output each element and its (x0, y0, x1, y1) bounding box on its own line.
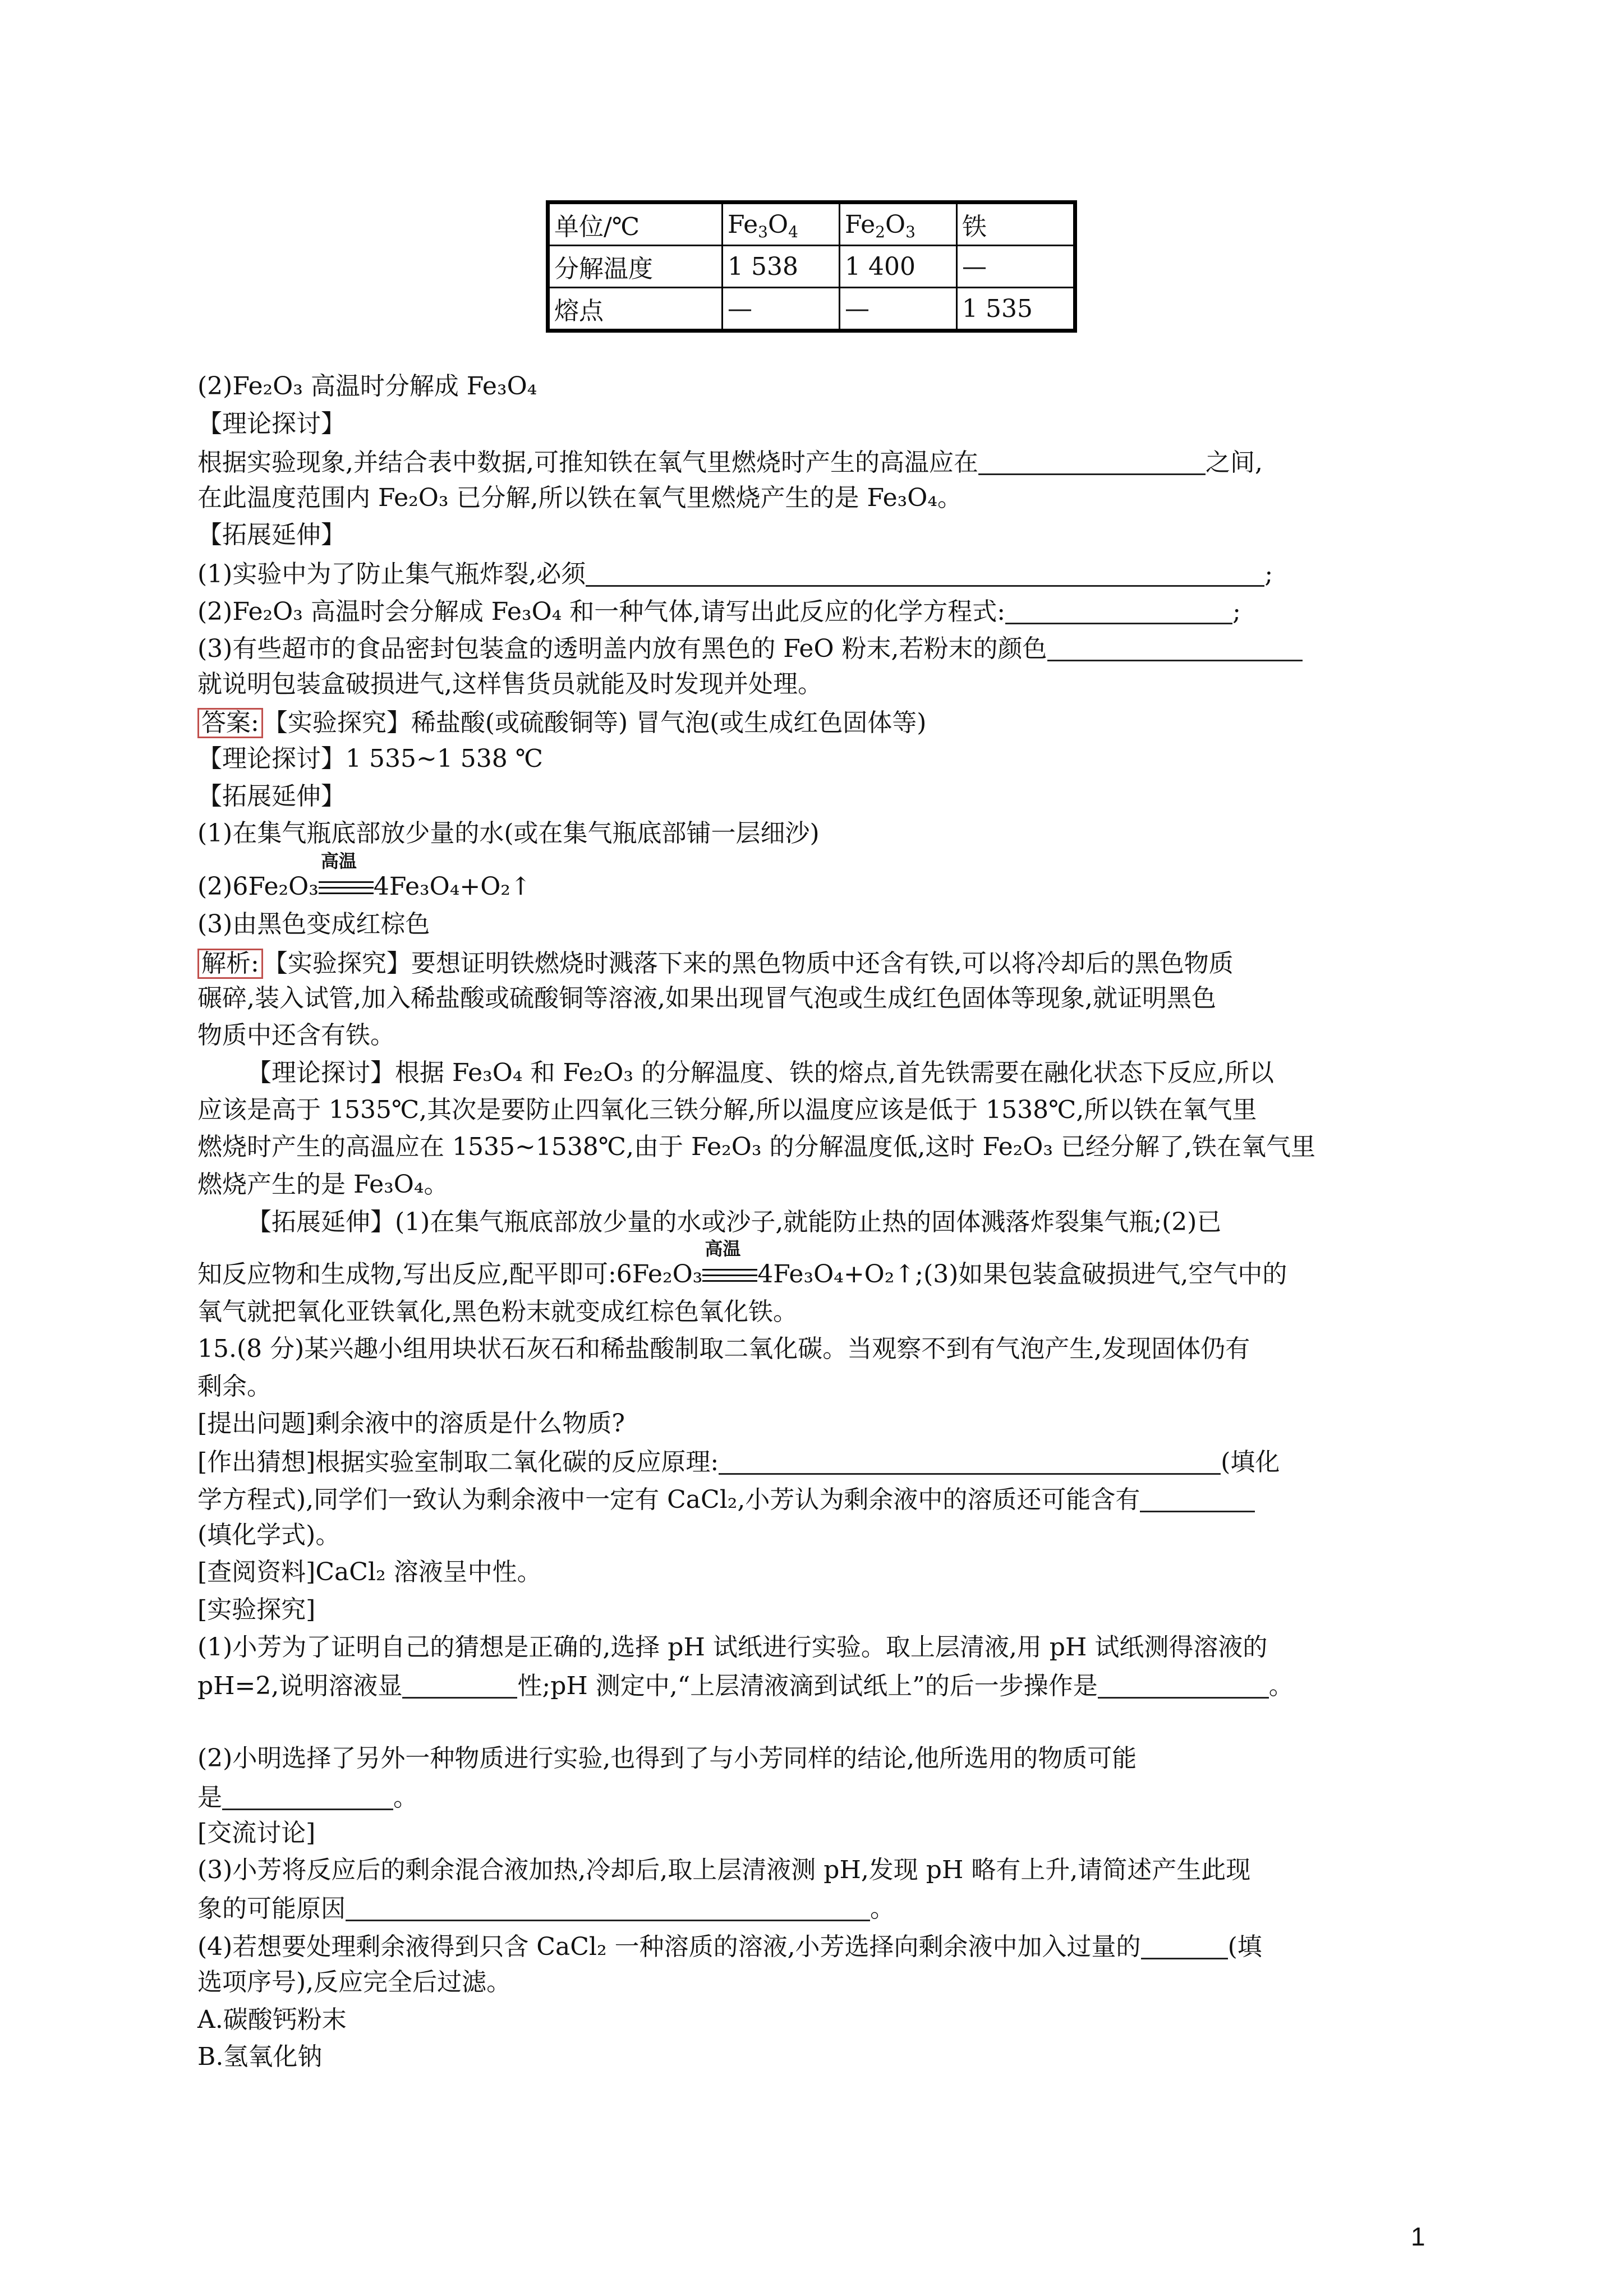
text-line: 燃烧产生的是 Fe₃O₄。 (197, 1170, 449, 1199)
fill-blank (222, 1784, 393, 1810)
text-segment: 【实验探究】要想证明铁燃烧时溅落下来的黑色物质中还含有铁,可以将冷却后的黑色物质 (263, 949, 1234, 978)
text-line: (2)小明选择了另外一种物质进行实验,也得到了与小芳同样的结论,他所选用的物质可能 (197, 1744, 1137, 1773)
option-a: A.碳酸钙粉末 (197, 2005, 347, 2034)
text-segment: (1)实验中为了防止集气瓶炸裂,必须 (197, 560, 586, 588)
text-line (197, 1448, 1280, 1475)
fill-blank (1047, 635, 1303, 661)
equation-line (197, 1238, 1287, 1289)
table-cell: — (840, 288, 957, 331)
text-segment: 。 (1268, 1672, 1294, 1700)
text-line: 燃烧时产生的高温应在 1535~1538℃,由于 Fe₂O₃ 的分解温度低,这时 Fe₂O₃ 已经分解了,铁在氧气里 (197, 1133, 1315, 1161)
section-heading: [实验探究] (197, 1595, 316, 1624)
text-segment: ; (1232, 597, 1241, 626)
text-segment: ; (1264, 560, 1273, 588)
equation-line (197, 850, 531, 901)
text-line: 在此温度范围内 Fe₂O₃ 已分解,所以铁在氧气里燃烧产生的是 Fe₃O₄。 (197, 484, 962, 512)
text-line: [提出问题]剩余液中的溶质是什么物质? (197, 1409, 625, 1438)
table-row (548, 246, 1075, 288)
text-segment: 。 (870, 1894, 895, 1923)
text-segment: 4Fe₃O₄+O₂↑ (373, 872, 531, 901)
text-line: (填化学式)。 (197, 1521, 341, 1549)
text-segment: 是 (197, 1783, 222, 1812)
option-b: B.氢氧化钠 (197, 2042, 323, 2071)
text-line: (1)小芳为了证明自己的猜想是正确的,选择 pH 试纸进行实验。取上层清液,用 pH 试纸测得溶液的 (197, 1633, 1268, 1662)
text-line (197, 1933, 1262, 1959)
text-segment: 性;pH 测定中,“上层清液滴到试纸上”的后一步操作是 (517, 1672, 1098, 1700)
table-cell: — (723, 288, 840, 331)
table-row (548, 203, 1075, 246)
text-segment: 4Fe₃O₄+O₂↑;(3)如果包装盒破损进气,空气中的 (757, 1260, 1287, 1289)
text-segment: 知反应物和生成物,写出反应,配平即可:6Fe₂O₃ (197, 1260, 703, 1289)
answer-label: 答案: (197, 708, 263, 738)
text-line: (1)在集气瓶底部放少量的水(或在集气瓶底部铺一层细沙) (197, 819, 820, 848)
section-heading: 【理论探讨】 (197, 409, 346, 438)
text-line (197, 449, 1263, 475)
text-line (197, 1672, 1294, 1699)
table-row (548, 288, 1075, 331)
text-segment: (2)6Fe₂O₃ (197, 872, 319, 901)
text-line (197, 708, 926, 738)
question-line: 15.(8 分)某兴趣小组用块状石灰石和稀盐酸制取二氧化碳。当观察不到有气泡产生,发现固体仍有 (197, 1335, 1250, 1363)
text-line: (3)小芳将反应后的剩余混合液加热,冷却后,取上层清液测 pH,发现 pH 略有上升,请简述产生此现 (197, 1856, 1251, 1884)
properties-table (546, 200, 1077, 333)
reaction-condition (319, 850, 374, 899)
text-segment: (2)Fe₂O₃ 高温时会分解成 Fe₃O₄ 和一种气体,请写出此反应的化学方程式: (197, 597, 1006, 626)
text-line: 【理论探讨】1 535~1 538 ℃ (197, 744, 543, 773)
text-line: 剩余。 (197, 1372, 272, 1401)
table-header-cell: 单位/℃ (548, 203, 723, 246)
page-number: 1 (1411, 2222, 1425, 2251)
condition-label: 高温 (320, 850, 357, 872)
text-line: 应该是高于 1535℃,其次是要防止四氧化三铁分解,所以温度应该是低于 1538℃,所以铁在氧气里 (197, 1096, 1257, 1124)
fill-blank (719, 1448, 1221, 1475)
text-segment: (填化 (1221, 1448, 1280, 1476)
fill-blank (1098, 1672, 1269, 1699)
text-segment: 根据实验现象,并结合表中数据,可推知铁在氧气里燃烧时产生的高温应在 (197, 448, 978, 477)
section-heading: 【拓展延伸】 (197, 782, 346, 811)
text-segment: (3)有些超市的食品密封包装盒的透明盖内放有黑色的 FeO 粉末,若粉末的颜色 (197, 634, 1047, 663)
text-line: 【理论探讨】根据 Fe₃O₄ 和 Fe₂O₃ 的分解温度、铁的熔点,首先铁需要在融化状态下反应,所以 (247, 1059, 1274, 1087)
fill-blank (402, 1672, 517, 1699)
fill-blank (586, 560, 1264, 587)
reaction-condition (702, 1238, 757, 1287)
section-heading: [交流讨论] (197, 1819, 316, 1847)
text-segment: 学方程式),同学们一致认为剩余液中一定有 CaCl₂,小芳认为剩余液中的溶质还可能含有 (197, 1485, 1140, 1514)
text-segment: (4)若想要处理剩余液得到只含 CaCl₂ 一种溶质的溶液,小芳选择向剩余液中加入过量的 (197, 1932, 1141, 1961)
text-line: 氧气就把氧化亚铁氧化,黑色粉末就变成红棕色氧化铁。 (197, 1297, 798, 1326)
text-segment: [作出猜想]根据实验室制取二氧化碳的反应原理: (197, 1448, 719, 1476)
text-line (197, 635, 1303, 661)
text-line (197, 598, 1241, 624)
text-line (197, 949, 1234, 979)
text-line: 就说明包装盒破损进气,这样售货员就能及时发现并处理。 (197, 670, 822, 698)
fill-blank (346, 1895, 870, 1921)
table-header-cell: 铁 (957, 203, 1075, 246)
text-line (197, 560, 1273, 587)
table-cell: 熔点 (548, 288, 723, 331)
text-line (197, 1895, 895, 1921)
text-line: 物质中还含有铁。 (197, 1021, 395, 1050)
text-segment: 之间, (1205, 448, 1263, 477)
table-header-cell: $Fe_3O_4$ (723, 203, 840, 246)
text-segment: pH=2,说明溶液显 (197, 1672, 403, 1700)
table-cell: — (957, 246, 1075, 288)
text-line: [查阅资料]CaCl₂ 溶液呈中性。 (197, 1558, 542, 1586)
text-line: 碾碎,装入试管,加入稀盐酸或硫酸铜等溶液,如果出现冒气泡或生成红色固体等现象,就证明黑色 (197, 984, 1216, 1013)
table-cell: 1 400 (840, 246, 957, 288)
fill-blank (1141, 1933, 1228, 1959)
table-cell: 1 535 (957, 288, 1075, 331)
text-segment: (填 (1227, 1932, 1262, 1961)
table-cell: 分解温度 (548, 246, 723, 288)
text-segment: 象的可能原因 (197, 1894, 346, 1923)
fill-blank (978, 449, 1206, 475)
fill-blank (1140, 1486, 1255, 1512)
table-header-cell: $Fe_2O_3$ (840, 203, 957, 246)
text-line: (2)Fe₂O₃ 高温时分解成 Fe₃O₄ (197, 372, 537, 401)
text-segment: 。 (393, 1783, 418, 1812)
table-cell: 1 538 (723, 246, 840, 288)
text-line (197, 1486, 1255, 1512)
explanation-label: 解析: (197, 949, 263, 979)
text-line: 【拓展延伸】(1)在集气瓶底部放少量的水或沙子,就能防止热的固体溅落炸裂集气瓶;(2)已 (247, 1208, 1222, 1236)
text-segment: 【实验探究】稀盐酸(或硫酸铜等) 冒气泡(或生成红色固体等) (263, 708, 927, 737)
fill-blank (1005, 598, 1232, 624)
text-line: 选项序号),反应完全后过滤。 (197, 1968, 512, 1996)
section-heading: 【拓展延伸】 (197, 521, 346, 549)
text-line (197, 1784, 418, 1810)
condition-label: 高温 (705, 1238, 741, 1259)
text-line: (3)由黑色变成红棕色 (197, 910, 430, 938)
